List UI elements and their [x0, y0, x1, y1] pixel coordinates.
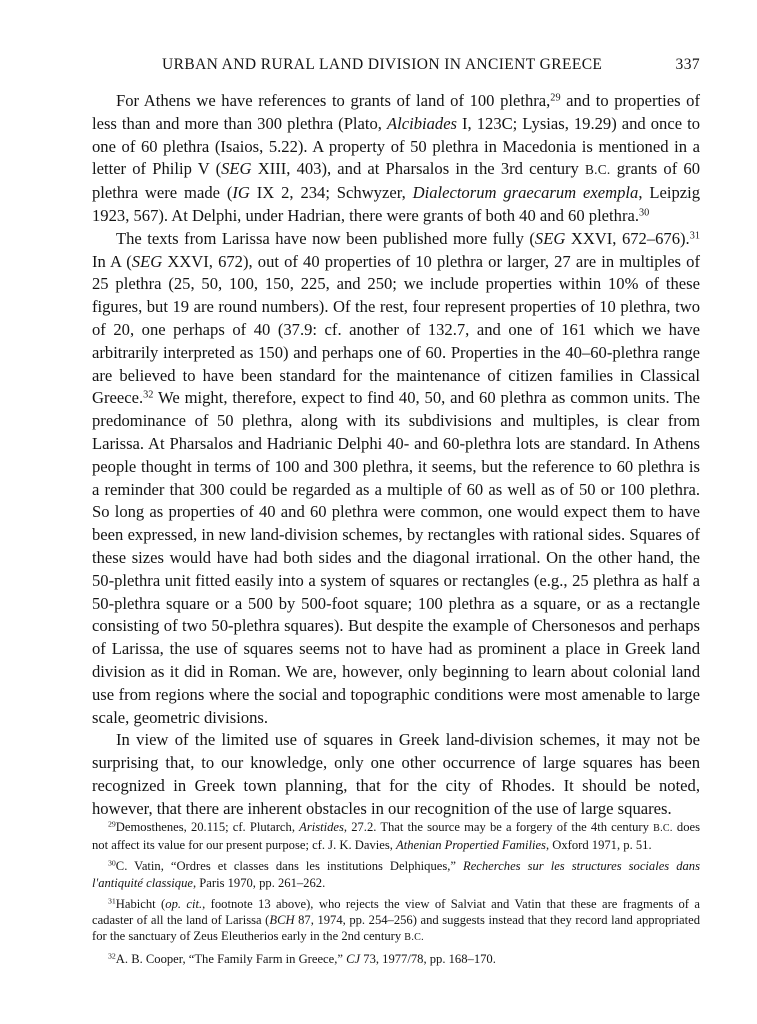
footnote-number: 29 — [108, 819, 116, 829]
footnote-31 — [92, 896, 700, 947]
italic-title: Athenian Propertied Families — [396, 838, 546, 853]
footnote-number: 30 — [108, 859, 116, 869]
paragraph-3 — [92, 729, 700, 820]
footnote-30 — [92, 858, 700, 890]
footnotes — [92, 819, 700, 973]
small-caps: B.C. — [653, 823, 673, 834]
text-run: does not affect its value for our present purpose; cf. J. K. Davies, — [92, 820, 700, 853]
text-run: I, 123C; Lysias, 19.29) and once to one of 60 plethra (Isaios, 5.22). A property of 50 plethra in Macedonia is mentioned in a letter of Philip V ( — [92, 113, 700, 179]
paragraph-2 — [92, 228, 700, 730]
text-run: XXVI, 672), out of 40 properties of 10 plethra or larger, 27 are in multiples of 25 plethra (25, 50, 100, 150, 225, and 250; we include properties within 10% of these figures, but 19 are round numbers). Of the rest, four represent properties of 10 plethra, two of 20, one perhaps of 40 (37.9: cf. another of 132.7, and one of 161 which we have arbitrarily interpreted as 150) and perhaps one of 60. Properties in the 40–60-plethra range are believed to have been standard for the maintenance of citizen families in Classical Greece. — [92, 251, 700, 408]
footnote-ref-32: 32 — [143, 389, 154, 401]
italic-title: Aristides — [299, 820, 344, 834]
text-run: , 27.2. That the source may be a forgery of the 4th century — [343, 820, 654, 834]
text-run: IX 2, 234; Schwyzer, — [249, 183, 413, 203]
text-run: A. B. Cooper, “The Family Farm in Greece,” — [115, 952, 347, 967]
small-caps: B.C. — [404, 932, 424, 944]
italic-abbrev: op. cit. — [165, 896, 203, 911]
text-run: XIII, 403), and at Pharsalos in the 3rd century — [251, 159, 586, 179]
running-head — [92, 56, 700, 78]
text-run: 87, 1974, pp. 254–256) and suggests instead that they record land appropriated for the sanctuary of Zeus Eleutherios early in the 2nd century — [92, 913, 700, 944]
footnote-ref-30: 30 — [639, 207, 650, 219]
italic-title: Dialectorum graecarum exempla — [412, 183, 639, 203]
text-run: 73, 1977/78, pp. 168–170. — [360, 952, 496, 967]
text-run: grants of 60 plethra were made ( — [92, 159, 700, 203]
italic-title: Alcibiades — [386, 113, 458, 133]
text-run: For Athens we have references to grants of land of 100 plethra, — [116, 91, 551, 110]
paragraph-1 — [92, 90, 700, 228]
italic-abbrev: CJ — [346, 952, 361, 967]
text-run: C. Vatin, “Ordres et classes dans les institutions Delphiques,” — [115, 859, 464, 874]
text-run: We might, therefore, expect to find 40, 50, and 60 plethra as common units. The predominance of 50 plethra, along with its subdivisions and multiples, is clear from Larissa. At Pharsalos and Hadrianic Delphi 40- and 60-plethra lots are standard. In Athens people thought in terms of 100 and 300 plethra, it seems, but the reference to 60 plethra is a reminder that 300 could be regarded as a multiple of 60 as well as of 50 or 100 plethra. So long as properties of 40 and 60 plethra were common, one would expect them to have been expressed, in new land-division schemes, by rectangles with rational sides. Squares of these sizes would have had both sides and the diagonal irrational. On the other hand, the 50-plethra unit fitted easily into a system of squares or rectangles (e.g., 25 plethra as half a 50-plethra square or a 500 by 500-foot square; 100 plethra as a square, or as a rectangle consisting of two 50-plethra squares). But despite the example of Chersonesos and perhaps of Larissa, the use of squares seems not to have had as prominent a place in Greek land division as it did in Roman. We are, however, only beginning to learn about colonial land use from regions where the social and topographic conditions were most amenable to large scale, geometric divisions. — [92, 388, 700, 727]
italic-title: Recherches sur les structures sociales dans l'antiquité classique — [92, 859, 700, 890]
text-run: Habicht ( — [115, 896, 166, 911]
italic-abbrev: IG — [232, 183, 250, 203]
footnote-ref-31: 31 — [689, 230, 700, 242]
text-run: XXVI, 672–676). — [565, 228, 690, 248]
text-run: , Leipzig 1923, 567). At Delphi, under Hadrian, there were grants of both 40 and 60 plethra. — [92, 183, 701, 225]
footnote-number: 31 — [108, 896, 116, 906]
italic-abbrev: SEG — [221, 159, 252, 179]
text-run: , Oxford 1971, p. 51. — [545, 838, 652, 853]
text-run: In view of the limited use of squares in Greek land-division schemes, it may not be surprising that, to our knowledge, only one other occurrence of large squares has been recognized in Greek town planning, that for the city of Rhodes. It should be noted, however, that there are inherent obstacles in our recognition of the use of large squares. — [92, 730, 700, 818]
italic-abbrev: BCH — [269, 913, 295, 928]
running-title: URBAN AND RURAL LAND DIVISION IN ANCIENT GREECE — [162, 56, 603, 73]
text-run: The texts from Larissa have now been published more fully ( — [116, 228, 535, 248]
footnote-number: 32 — [108, 952, 116, 962]
text-run: Demosthenes, 20.115; cf. Plutarch, — [115, 820, 300, 834]
text-run: , footnote 13 above), who rejects the view of Salviat and Vatin that these are fragments of a cadaster of all the land of Larissa ( — [92, 896, 700, 928]
footnote-32 — [92, 951, 700, 967]
text-run: In A ( — [92, 251, 132, 271]
italic-abbrev: SEG — [131, 251, 163, 271]
page-number: 337 — [675, 56, 700, 73]
italic-abbrev: SEG — [534, 228, 566, 248]
footnote-29 — [92, 819, 700, 853]
small-caps: B.C. — [585, 162, 611, 178]
body-text — [92, 90, 700, 821]
text-run: , Paris 1970, pp. 261–262. — [192, 875, 326, 890]
footnote-ref-29: 29 — [550, 92, 561, 104]
text-run: and to properties of less than and more than 300 plethra (Plato, — [92, 91, 700, 133]
